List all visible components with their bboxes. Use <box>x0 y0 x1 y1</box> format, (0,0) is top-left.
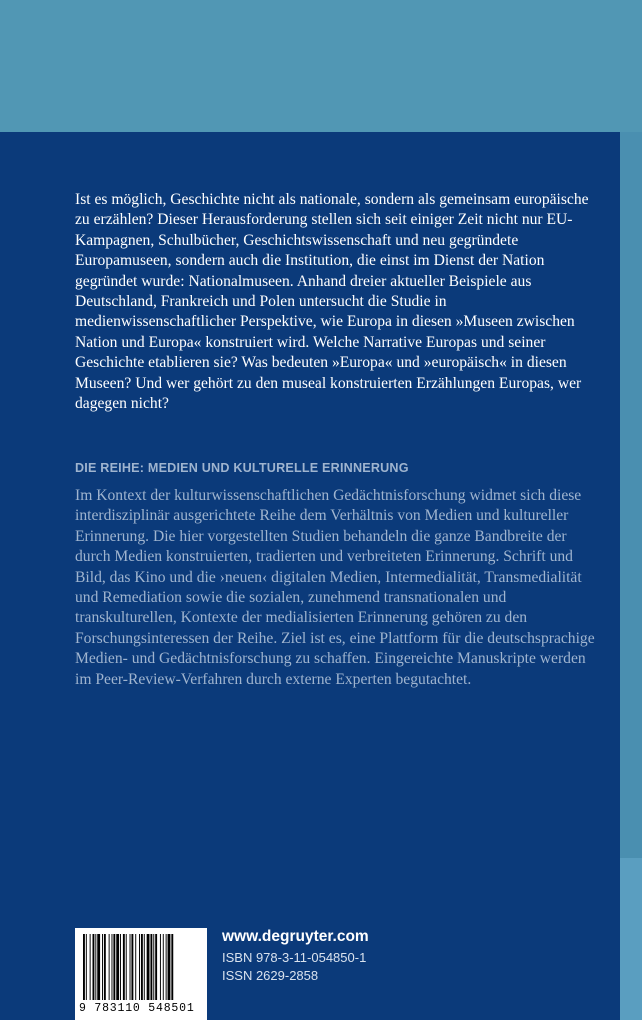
barcode-bar <box>102 934 103 1000</box>
barcode-bar <box>123 934 125 1000</box>
isbn-text: ISBN 978-3-11-054850-1 <box>222 950 367 965</box>
book-blurb: Ist es möglich, Geschichte nicht als nationale, sondern als gemeinsam europäische zu erzählen? Dieser Herausforderung stellen sich seit einiger Zeit nicht nur EU-Kampagnen, Schulbücher, Geschichtswissenschaft und neu gegründete Europamuseen, sondern auch die Institution, die einst im Dienst der Nation gegründet wurde: Nationalmuseen. Anhand dreier aktueller Beispiele aus Deutschland, Frankreich und Polen untersucht die Studie in medienwissenschaftlicher Perspektive, wie Europa in diesen »Museen zwischen Nation und Europa« konstruiert wird. Welche Narrative Europas und seiner Geschichte etablieren sie? Was bedeuten »Europa« und »europäisch« in diesen Museen? Und wer gehört zu den museal konstruierten Erzählungen Europas, wer dagegen nicht? <box>75 191 589 413</box>
barcode-bar <box>168 934 171 1000</box>
barcode-bar <box>93 934 95 1000</box>
barcode-bar <box>90 934 91 1000</box>
barcode-bar <box>83 934 85 1000</box>
spine-edge-strip-light <box>620 858 642 1020</box>
barcode-bar <box>153 934 154 1000</box>
barcode-bar <box>163 934 164 1000</box>
barcode-bar <box>120 934 121 1000</box>
barcode-bars-icon <box>83 934 199 1000</box>
barcode-bar <box>130 934 131 1000</box>
barcode-bar <box>155 934 157 1000</box>
barcode-bar <box>126 934 127 1000</box>
barcode-bar <box>166 934 167 1000</box>
barcode-bar <box>135 934 136 1000</box>
issn-text: ISSN 2629-2858 <box>222 968 319 983</box>
isbn-barcode <box>75 928 207 1020</box>
barcode-bar <box>160 934 161 1000</box>
barcode-bar <box>131 934 133 1000</box>
barcode-bar <box>116 934 119 1000</box>
barcode-bar <box>95 934 96 1000</box>
series-heading: DIE REIHE: MEDIEN UND KULTURELLE ERINNERUNG <box>75 461 409 475</box>
barcode-bar <box>147 934 150 1000</box>
barcode-bar <box>150 934 152 1000</box>
barcode-number: 9 783110 548501 <box>79 1002 195 1015</box>
barcode-bar <box>86 934 87 1000</box>
barcode-bar <box>112 934 113 1000</box>
barcode-bar <box>139 934 140 1000</box>
barcode-bar <box>109 934 110 1000</box>
barcode-bar <box>113 934 115 1000</box>
series-description: Im Kontext der kulturwissenschaftlichen Gedächtnisforschung widmet sich diese interdisziplinär ausgerichtete Reihe dem Verhältnis von Medien und kultureller Erinnerung. Die hier vorgestellten Studien behandeln die ganze Bandbreite der durch Medien konstruierten, tradierten und verbreiteten Erinnerung. Schrift und Bild, das Kino und die ›neuen‹ digitalen Medien, Intermedialität, Transmedialität und Remediation sowie die sozialen, zunehmend transnationalen und transkulturellen, Kontexte der medialisierten Erinnerung gehören zu den Forschungsinteressen der Reihe. Ziel ist es, eine Plattform für die deutschsprachige Medien- und Gedächtnisforschung zu schaffen. Eingereichte Manuskripte werden im Peer-Review-Verfahren durch externe Experten begutachtet. <box>75 487 595 688</box>
barcode-bar <box>104 934 106 1000</box>
barcode-bar <box>97 934 100 1000</box>
barcode-bar <box>141 934 143 1000</box>
top-color-band <box>0 0 642 132</box>
barcode-bar <box>171 934 173 1000</box>
barcode-bar <box>144 934 145 1000</box>
publisher-url: www.degruyter.com <box>222 928 369 945</box>
